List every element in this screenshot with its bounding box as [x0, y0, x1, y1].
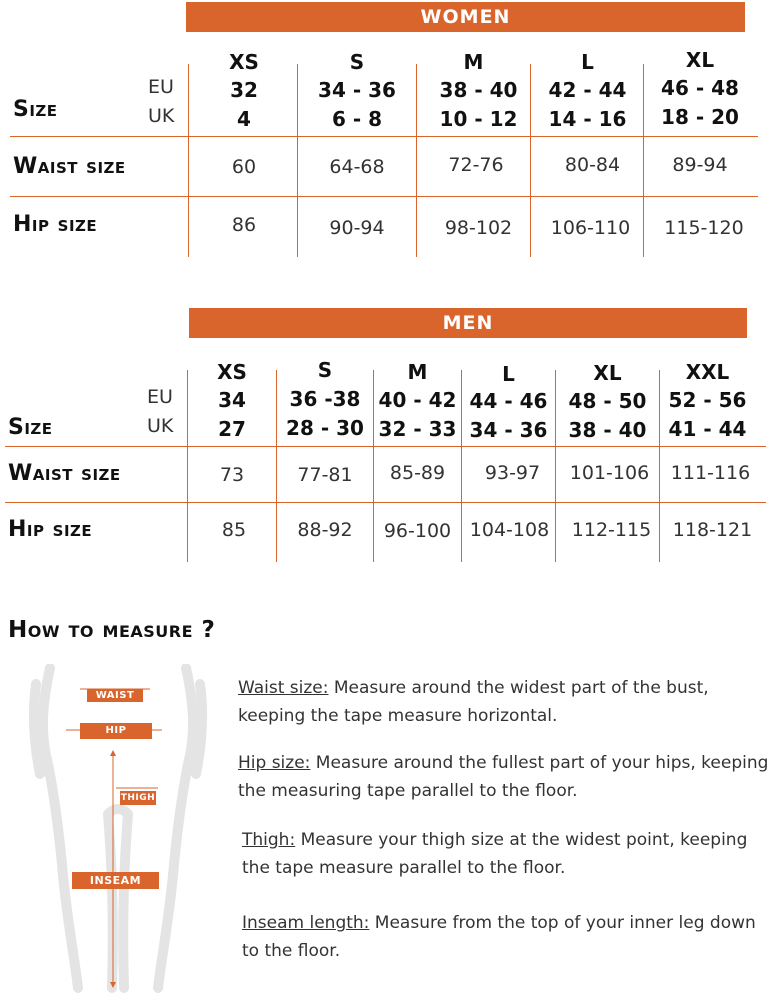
men-waist-value: 77-81: [297, 464, 353, 486]
men-size-eu: 52 - 56: [668, 388, 747, 412]
men-hip-row-label: Hip size: [8, 517, 93, 542]
hip-instruction-line2: the measuring tape parallel to the floor.: [238, 781, 578, 801]
men-waist-value: 93-97: [484, 462, 541, 484]
men-size-uk: 38 - 40: [568, 418, 647, 442]
thigh-instruction: [242, 826, 747, 882]
women-uk-label: UK: [148, 105, 175, 127]
men-hip-value: 118-121: [672, 519, 753, 541]
men-size-eu: 34: [218, 388, 246, 412]
women-waist-value: 60: [231, 156, 257, 178]
women-waist-value: 72-76: [448, 154, 504, 176]
waist-instruction-line2: keeping the tape measure horizontal.: [238, 706, 558, 726]
women-size-eu: 34 - 36: [318, 78, 396, 102]
men-divider-2: [5, 502, 766, 503]
men-waist-value: 101-106: [569, 462, 650, 484]
hip-instruction-line1: Measure around the fullest part of your hips, keeping: [310, 753, 769, 773]
men-size-name: XXL: [685, 360, 730, 384]
men-size-name: XL: [593, 361, 622, 385]
men-uk-label: UK: [147, 415, 174, 437]
men-size-name: L: [502, 362, 515, 386]
waist-instruction-term: Waist size:: [238, 678, 329, 698]
men-hip-value: 88-92: [297, 519, 353, 541]
men-size-uk: 28 - 30: [286, 416, 364, 440]
women-hip-row-label: Hip size: [13, 212, 98, 237]
how-to-measure-heading: How to measure ?: [8, 617, 216, 643]
women-hip-value: 86: [231, 214, 257, 236]
body-silhouette-figure: [28, 664, 208, 994]
women-hip-value: 98-102: [444, 217, 513, 239]
women-divider-2: [10, 196, 758, 197]
women-size-uk: 10 - 12: [439, 107, 518, 131]
men-size-eu: 36 -38: [289, 387, 361, 411]
hip-instruction: [238, 749, 768, 805]
women-size-eu: 38 - 40: [439, 78, 518, 102]
men-size-uk: 34 - 36: [469, 418, 548, 442]
men-eu-label: EU: [147, 386, 173, 408]
women-waist-value: 80-84: [564, 154, 621, 176]
men-waist-value: 111-116: [670, 462, 751, 484]
men-waist-value: 73: [219, 464, 245, 486]
women-waist-value: 64-68: [329, 156, 385, 178]
men-size-uk: 41 - 44: [668, 417, 747, 441]
inseam-instruction-term: Inseam length:: [242, 913, 370, 933]
women-col-line-0: [188, 64, 189, 257]
women-size-name: M: [463, 50, 484, 74]
thigh-instruction-term: Thigh:: [242, 830, 296, 850]
men-size-eu: 48 - 50: [568, 389, 647, 413]
men-hip-value: 96-100: [383, 520, 452, 542]
men-size-uk: 32 - 33: [378, 417, 457, 441]
hip-instruction-term: Hip size:: [238, 753, 311, 773]
waist-instruction: [238, 674, 709, 730]
women-size-eu: 32: [230, 78, 258, 102]
women-size-name: XS: [229, 50, 259, 74]
men-header-band: MEN: [189, 308, 747, 338]
women-size-uk: 14 - 16: [548, 107, 627, 131]
women-hip-value: 90-94: [329, 217, 385, 239]
men-size-row-label: Size: [8, 415, 53, 440]
women-size-eu: 42 - 44: [548, 78, 627, 102]
men-size-eu: 44 - 46: [469, 389, 548, 413]
thigh-instruction-line1: Measure your thigh size at the widest point, keeping: [295, 830, 748, 850]
inseam-instruction: [242, 909, 756, 965]
men-size-name: S: [317, 358, 333, 382]
women-size-eu: 46 - 48: [661, 76, 739, 100]
men-size-name: M: [407, 360, 428, 384]
women-size-uk: 18 - 20: [661, 105, 739, 129]
men-divider-1: [5, 446, 766, 447]
women-eu-label: EU: [148, 76, 174, 98]
men-waist-value: 85-89: [389, 462, 446, 484]
women-divider-1: [10, 136, 758, 137]
hip-tag: HIP: [80, 723, 152, 739]
inseam-tag: INSEAM: [72, 872, 159, 889]
men-size-eu: 40 - 42: [378, 388, 457, 412]
inseam-instruction-line2: to the floor.: [242, 941, 341, 961]
men-hip-value: 85: [221, 519, 247, 541]
women-hip-value: 115-120: [664, 217, 744, 239]
waist-tag: WAIST: [87, 689, 143, 702]
men-size-uk: 27: [218, 417, 246, 441]
women-waist-row-label: Waist size: [13, 154, 126, 179]
thigh-instruction-line2: the tape measure parallel to the floor.: [242, 858, 566, 878]
women-waist-value: 89-94: [672, 154, 728, 176]
women-size-name: L: [581, 50, 594, 74]
women-header-band: WOMEN: [186, 2, 745, 32]
women-size-uk: 4: [237, 107, 251, 131]
women-size-name: XL: [685, 48, 715, 72]
thigh-tag: THIGH: [120, 793, 156, 803]
women-size-name: S: [349, 50, 365, 74]
women-size-row-label: Size: [13, 97, 58, 122]
men-size-name: XS: [217, 360, 247, 384]
inseam-instruction-line1: Measure from the top of your inner leg down: [369, 913, 756, 933]
men-hip-value: 112-115: [571, 519, 652, 541]
waist-instruction-line1: Measure around the widest part of the bust,: [328, 678, 709, 698]
men-hip-value: 104-108: [469, 519, 550, 541]
women-hip-value: 106-110: [550, 217, 631, 239]
women-size-uk: 6 - 8: [331, 107, 383, 131]
men-waist-row-label: Waist size: [8, 461, 121, 486]
